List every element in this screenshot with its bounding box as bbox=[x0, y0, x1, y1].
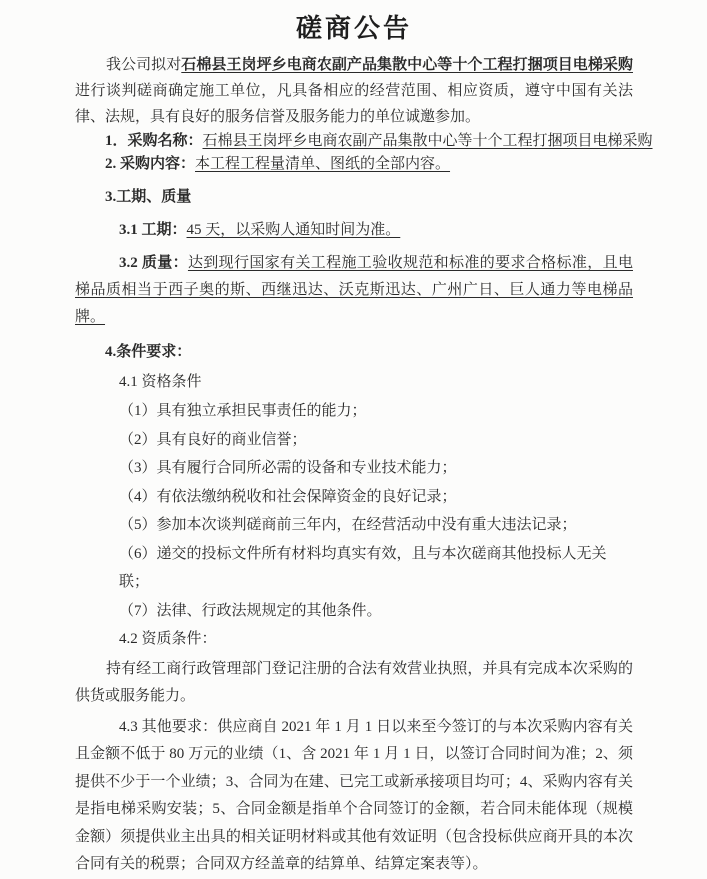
procurement-name-line bbox=[105, 130, 653, 153]
quality-label: 3.2 质量： bbox=[119, 255, 188, 271]
qualification-item-4: （4）有依法缴纳税收和社会保障资金的良好记录； bbox=[119, 488, 457, 505]
procurement-content-value: 本工程工程量清单、图纸的全部内容。 bbox=[195, 156, 451, 172]
quality-value: 达到现行国家有关工程施工验收规范和标准的要求合格标准，且电梯品质相当于西子奥的斯、西继迅达、沃克斯迅达、广州广日、巨人通力等电梯品牌。 bbox=[75, 255, 633, 325]
credential-paragraph: 持有经工商行政管理部门登记注册的合法有效营业执照，并具有完成本次采购的供货或服务能力。 bbox=[75, 660, 633, 704]
duration-value: 45 天，以采购人通知时间为准。 bbox=[186, 222, 401, 238]
section-3-heading: 3.工期、质量 bbox=[105, 189, 192, 205]
section-4-heading: 4.条件要求： bbox=[105, 344, 192, 360]
procurement-name-label: 1．采购名称： bbox=[105, 133, 203, 149]
duration-label: 3.1 工期： bbox=[119, 222, 187, 238]
other-requirements-body: 供应商自 2021 年 1 月 1 日以来至今签订的与本次采购内容有关且金额不低于 80 万元的业绩（1、含 2021 年 1 月 1 日，以签订合同时间为准；2、须提供不少于一个业绩；3、合同为在建、已完工或新承接项目均可；4、采购内容有关是指电梯采购安装；5、合同金额是指单个合同签订的金额，若合同未能体现（规模金额）须提供业主出具的相关证明材料或其他有效证明（包含投标供应商开具的本次合同有关的税票；合同双方经盖章的结算单、结算定案表等）。 bbox=[75, 718, 633, 872]
quality-paragraph bbox=[75, 250, 633, 331]
qualification-item-7: （7）法律、行政法规规定的其他条件。 bbox=[119, 602, 382, 619]
credential-heading: 4.2 资质条件： bbox=[119, 631, 217, 647]
duration-line bbox=[119, 217, 633, 244]
procurement-content-line bbox=[105, 153, 633, 176]
qualification-heading: 4.1 资格条件 bbox=[119, 374, 202, 390]
intro-prefix: 我公司拟对 bbox=[106, 57, 182, 73]
qualification-item-2: （2）具有良好的商业信誉； bbox=[119, 431, 307, 448]
qualification-item-3: （3）具有履行合同所必需的设备和专业技术能力； bbox=[119, 460, 457, 476]
qualification-item-6: （6）递交的投标文件所有材料均真实有效，且与本次磋商其他投标人无关联； bbox=[119, 545, 607, 590]
qualification-item-1: （1）具有独立承担民事责任的能力； bbox=[119, 403, 367, 419]
qualification-item-5: （5）参加本次谈判磋商前三年内，在经营活动中没有重大违法记录； bbox=[119, 517, 577, 533]
other-requirements-paragraph bbox=[75, 714, 633, 879]
procurement-name-value: 石棉县王岗坪乡电商农副产品集散中心等十个工程打捆项目电梯采购 bbox=[202, 133, 653, 149]
procurement-content-label: 2. 采购内容： bbox=[105, 156, 196, 172]
document-title: 磋商公告 bbox=[295, 14, 412, 43]
intro-paragraph bbox=[75, 52, 633, 130]
project-name-emphasis: 石棉县王岗坪乡电商农副产品集散中心等十个工程打捆项目电梯采购 bbox=[181, 57, 633, 73]
intro-suffix: 进行谈判磋商确定施工单位，凡具备相应的经营范围、相应资质，遵守中国有关法律、法规，具有良好的服务信誉及服务能力的单位诚邀参加。 bbox=[75, 83, 633, 125]
other-requirements-label: 4.3 其他要求： bbox=[119, 718, 218, 735]
